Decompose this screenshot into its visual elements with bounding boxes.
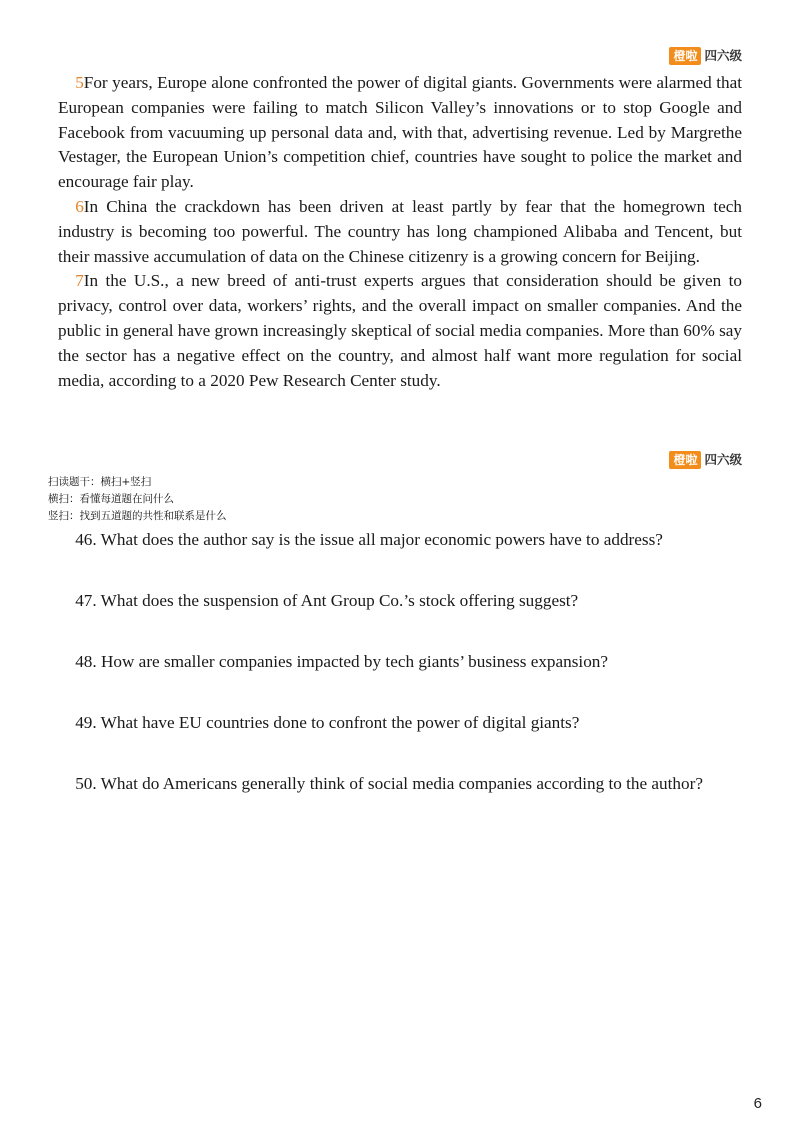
paragraph-number: 5: [75, 73, 84, 92]
header-logo: [669, 47, 742, 65]
question-item: 48. How are smaller companies impacted by tech giants’ business expansion?: [75, 652, 609, 671]
note-line: 扫读题干：横扫+竖扫: [48, 476, 152, 488]
logo-brand: 橙啦: [669, 451, 701, 469]
note-line: 竖扫：找到五道题的共性和联系是什么: [48, 510, 227, 522]
section-logo: [669, 451, 742, 469]
paragraph-text: For years, Europe alone confronted the power of digital giants. Governments were alarmed that European companies were failing to match Silicon Valley’s innovations or to stop Google and Facebook from vacuuming up personal data and, with that, advertising revenue. Led by Margrethe Vestager, the European Union’s competition chief, countries have sought to police the market and encourage fair play.: [58, 73, 742, 192]
reading-passage: [58, 71, 742, 393]
paragraph-text: In China the crackdown has been driven at least partly by fear that the homegrown tech industry is becoming too powerful. The country has long championed Alibaba and Tencent, but their massive accumulation of data on the Chinese citizenry is a growing concern for Beijing.: [58, 196, 742, 266]
question-item: 46. What does the author say is the issue all major economic powers have to address?: [75, 530, 663, 549]
logo-label: 四六级: [704, 452, 742, 467]
page-number: 6: [753, 1095, 762, 1112]
paragraph: [58, 269, 742, 393]
scanning-notes: [48, 474, 227, 525]
paragraph-number: 7: [75, 271, 84, 291]
paragraph: [58, 71, 742, 195]
paragraph-text: In the U.S., a new breed of anti-trust experts argues that consideration should be given to privacy, control over data, workers’ rights, and the overall impact on smaller companies. And the public in general have grown increasingly skeptical of social media companies. More than 60% say the sector has a negative effect on the country, and almost half want more regulation for social media, according to a 2020 Pew Research Center study.: [58, 271, 742, 390]
question-list: [58, 526, 742, 831]
question-item: 49. What have EU countries done to confront the power of digital giants?: [75, 713, 580, 732]
logo-label: 四六级: [704, 48, 742, 63]
note-line: 横扫：看懂每道题在问什么: [48, 493, 174, 505]
paragraph-number: 6: [75, 196, 84, 216]
paragraph: [58, 195, 742, 269]
question-item: 47. What does the suspension of Ant Group Co.’s stock offering suggest?: [75, 591, 579, 610]
question-item: 50. What do Americans generally think of social media companies according to the author?: [75, 774, 703, 793]
logo-brand: 橙啦: [669, 47, 701, 65]
